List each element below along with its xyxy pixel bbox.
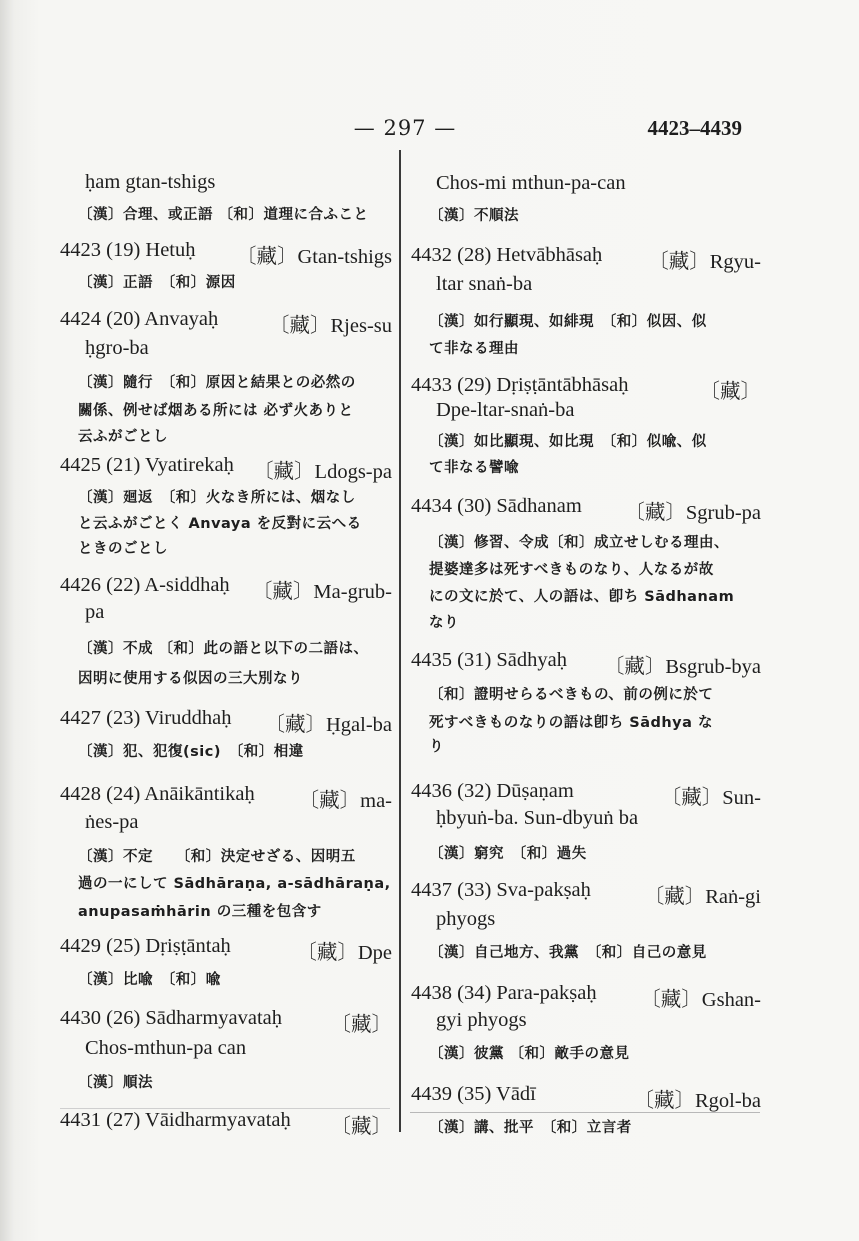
entry-gloss-line: 〔漢〕合理、或正語 〔和〕道理に合ふこと bbox=[78, 207, 369, 223]
entry-gloss-line: 〔漢〕順法 bbox=[78, 1075, 153, 1091]
entry-sanskrit-term: 4425 (21) Vyatirekaḥ bbox=[60, 454, 234, 476]
entry-continuation-line: ḥbyuṅ-ba. Sun-dbyuṅ ba bbox=[436, 807, 639, 829]
entry-headword-line bbox=[60, 574, 392, 604]
entry-sanskrit-term: 4437 (33) Sva-pakṣaḥ bbox=[411, 879, 591, 901]
entry-gloss-line: 〔和〕證明せらるべきもの、前の例に於て bbox=[429, 687, 714, 703]
entry-gloss-line: 〔漢〕如行顯現、如緋現 〔和〕似因、似 bbox=[429, 314, 707, 330]
entry-continuation-line: Chos-mthun-pa can bbox=[85, 1037, 247, 1059]
entry-sanskrit-term: 4430 (26) Sādharmyavataḥ bbox=[60, 1007, 283, 1029]
entry-tibetan-equivalent: 〔藏〕Sgrub-pa bbox=[624, 502, 761, 524]
entry-sanskrit-term: 4435 (31) Sādhyaḥ bbox=[411, 649, 568, 671]
entry-gloss-line: 〔漢〕彼黨 〔和〕敵手の意見 bbox=[429, 1046, 630, 1062]
entry-gloss-line: と云ふがごとく Anvaya を反對に云へる bbox=[78, 516, 362, 532]
entry-gloss-line: anupasaṁhārin の三種を包含す bbox=[78, 904, 322, 920]
entry-gloss-line: 〔漢〕如比顯現、如比現 〔和〕似喩、似 bbox=[429, 434, 707, 450]
entry-gloss-line: 因明に使用する似因の三大別なり bbox=[78, 671, 303, 687]
entry-gloss-line: 云ふがごとし bbox=[78, 429, 168, 445]
entry-gloss-line: なり bbox=[429, 615, 459, 631]
entry-headword-line bbox=[411, 1083, 761, 1113]
entry-tibetan-equivalent: 〔藏〕ma- bbox=[298, 790, 392, 812]
entry-tibetan-equivalent: 〔藏〕Dpe bbox=[296, 942, 392, 964]
entry-tibetan-equivalent: 〔藏〕 bbox=[699, 381, 761, 403]
entry-gloss-line: 〔漢〕不定 〔和〕決定せざる、因明五 bbox=[78, 849, 356, 865]
entry-tibetan-equivalent: 〔藏〕Rgol-ba bbox=[633, 1090, 761, 1112]
entry-gloss-line: 〔漢〕廻返 〔和〕火なき所には、烟なし bbox=[78, 490, 356, 506]
entry-sanskrit-term: 4424 (20) Anvayaḥ bbox=[60, 308, 219, 330]
entry-headword-line bbox=[60, 1007, 392, 1037]
entry-tibetan-equivalent: 〔藏〕Raṅ-gi bbox=[643, 886, 761, 908]
entry-sanskrit-term: 4432 (28) Hetvābhāsaḥ bbox=[411, 244, 603, 266]
entry-sanskrit-term: 4439 (35) Vādī bbox=[411, 1083, 536, 1105]
entry-continuation-line: ḥgro-ba bbox=[85, 337, 149, 359]
entry-gloss-line: 〔漢〕隨行 〔和〕原因と結果との必然の bbox=[78, 375, 356, 391]
entry-gloss-line: り bbox=[429, 739, 444, 755]
entry-headword-line bbox=[411, 495, 761, 525]
entry-headword-line bbox=[60, 935, 392, 965]
entry-tibetan-equivalent: 〔藏〕 bbox=[330, 1116, 392, 1138]
entry-tibetan-equivalent: 〔藏〕Rjes-su bbox=[269, 315, 392, 337]
entry-headword-line bbox=[411, 244, 761, 274]
entry-gloss-line: ときのごとし bbox=[78, 541, 168, 557]
entry-sanskrit-term: 4433 (29) Dṛiṣṭāntābhāsaḥ bbox=[411, 374, 629, 396]
entry-gloss-line: 〔漢〕自己地方、我黨 〔和〕自己の意見 bbox=[429, 945, 707, 961]
entry-gloss-line: 〔漢〕講、批平 〔和〕立言者 bbox=[429, 1120, 632, 1136]
page-number: — 297 — bbox=[353, 116, 457, 140]
entry-sanskrit-term: 4426 (22) A-siddhaḥ bbox=[60, 574, 230, 596]
entry-gloss-line: 關係、例せば烟ある所には 必ず火ありと bbox=[78, 403, 354, 419]
entry-gloss-line: て非なる譬喩 bbox=[429, 460, 519, 476]
entry-gloss-line: て非なる理由 bbox=[429, 341, 519, 357]
entry-sanskrit-term: 4427 (23) Viruddhaḥ bbox=[60, 707, 232, 729]
entry-gloss-line: にの文に於て、人の語は、卽ち Sādhanam bbox=[429, 589, 735, 605]
entry-continuation-line: gyi phyogs bbox=[436, 1009, 527, 1031]
entry-sanskrit-term: 4436 (32) Dūṣaṇam bbox=[411, 780, 574, 802]
entry-continuation-line: ḥam gtan-tshigs bbox=[85, 171, 216, 193]
entry-continuation-line: Dpe-ltar-snaṅ-ba bbox=[436, 399, 575, 421]
entry-sanskrit-term: 4431 (27) Vāidharmyavataḥ bbox=[60, 1109, 291, 1131]
entry-tibetan-equivalent: 〔藏〕Bsgrub-bya bbox=[603, 656, 761, 678]
entry-sanskrit-term: 4429 (25) Dṛiṣṭāntaḥ bbox=[60, 935, 231, 957]
entry-continuation-line: pa bbox=[85, 601, 105, 623]
entry-sanskrit-term: 4434 (30) Sādhanam bbox=[411, 495, 582, 517]
entry-continuation-line: ltar snaṅ-ba bbox=[436, 273, 533, 295]
entry-sanskrit-term: 4423 (19) Hetuḥ bbox=[60, 239, 196, 261]
entry-gloss-line: 提婆達多は死すべきものなり、人なるが故 bbox=[429, 562, 714, 578]
entry-headword-line bbox=[411, 649, 761, 679]
entry-tibetan-equivalent: 〔藏〕Sun- bbox=[660, 787, 761, 809]
entry-headword-line bbox=[60, 239, 392, 269]
entry-gloss-line: 〔漢〕犯、犯復(sic) 〔和〕相違 bbox=[78, 744, 304, 760]
column-divider bbox=[399, 150, 401, 1132]
entry-headword-line bbox=[411, 780, 761, 810]
entry-tibetan-equivalent: 〔藏〕 bbox=[330, 1014, 392, 1036]
entry-headword-line bbox=[60, 707, 392, 737]
entry-gloss-line: 〔漢〕窮究 〔和〕過失 bbox=[429, 846, 587, 862]
entry-headword-line bbox=[60, 1109, 392, 1139]
entry-sanskrit-term: 4438 (34) Para-pakṣaḥ bbox=[411, 982, 597, 1004]
entry-gloss-line: 〔漢〕不順法 bbox=[429, 208, 519, 224]
entry-gloss-line: 〔漢〕修習、令成〔和〕成立せしむる理由、 bbox=[429, 535, 729, 551]
entry-gloss-line: 〔漢〕正語 〔和〕源因 bbox=[78, 275, 236, 291]
entry-continuation-line: Chos-mi mthun-pa-can bbox=[436, 172, 626, 194]
entry-gloss-line: 〔漢〕比喩 〔和〕喩 bbox=[78, 972, 221, 988]
entry-gloss-line: 〔漢〕不成 〔和〕此の語と以下の二語は、 bbox=[78, 641, 369, 657]
entry-continuation-line: ṅes-pa bbox=[85, 811, 139, 833]
entry-continuation-line: phyogs bbox=[436, 908, 496, 930]
entry-headword-line bbox=[411, 982, 761, 1012]
entry-tibetan-equivalent: 〔藏〕Ma-grub- bbox=[251, 581, 392, 603]
entry-tibetan-equivalent: 〔藏〕Ḥgal-ba bbox=[264, 714, 392, 736]
entry-tibetan-equivalent: 〔藏〕Rgyu- bbox=[648, 251, 761, 273]
entry-headword-line bbox=[60, 308, 392, 338]
entry-headword-line bbox=[411, 879, 761, 909]
entry-sanskrit-term: 4428 (24) Anāikāntikaḥ bbox=[60, 783, 255, 805]
entry-gloss-line: 過の一にして Sādhāraṇa, a-sādhāraṇa, bbox=[78, 876, 391, 892]
entry-headword-line bbox=[60, 783, 392, 813]
entry-tibetan-equivalent: 〔藏〕Ldogs-pa bbox=[253, 461, 392, 483]
entry-gloss-line: 死すべきものなりの語は卽ち Sādhya な bbox=[429, 715, 713, 731]
entry-headword-line bbox=[60, 454, 392, 484]
entry-tibetan-equivalent: 〔藏〕Gtan-tshigs bbox=[235, 246, 392, 268]
entry-range: 4423–4439 bbox=[647, 116, 742, 140]
entry-tibetan-equivalent: 〔藏〕Gshan- bbox=[640, 989, 761, 1011]
